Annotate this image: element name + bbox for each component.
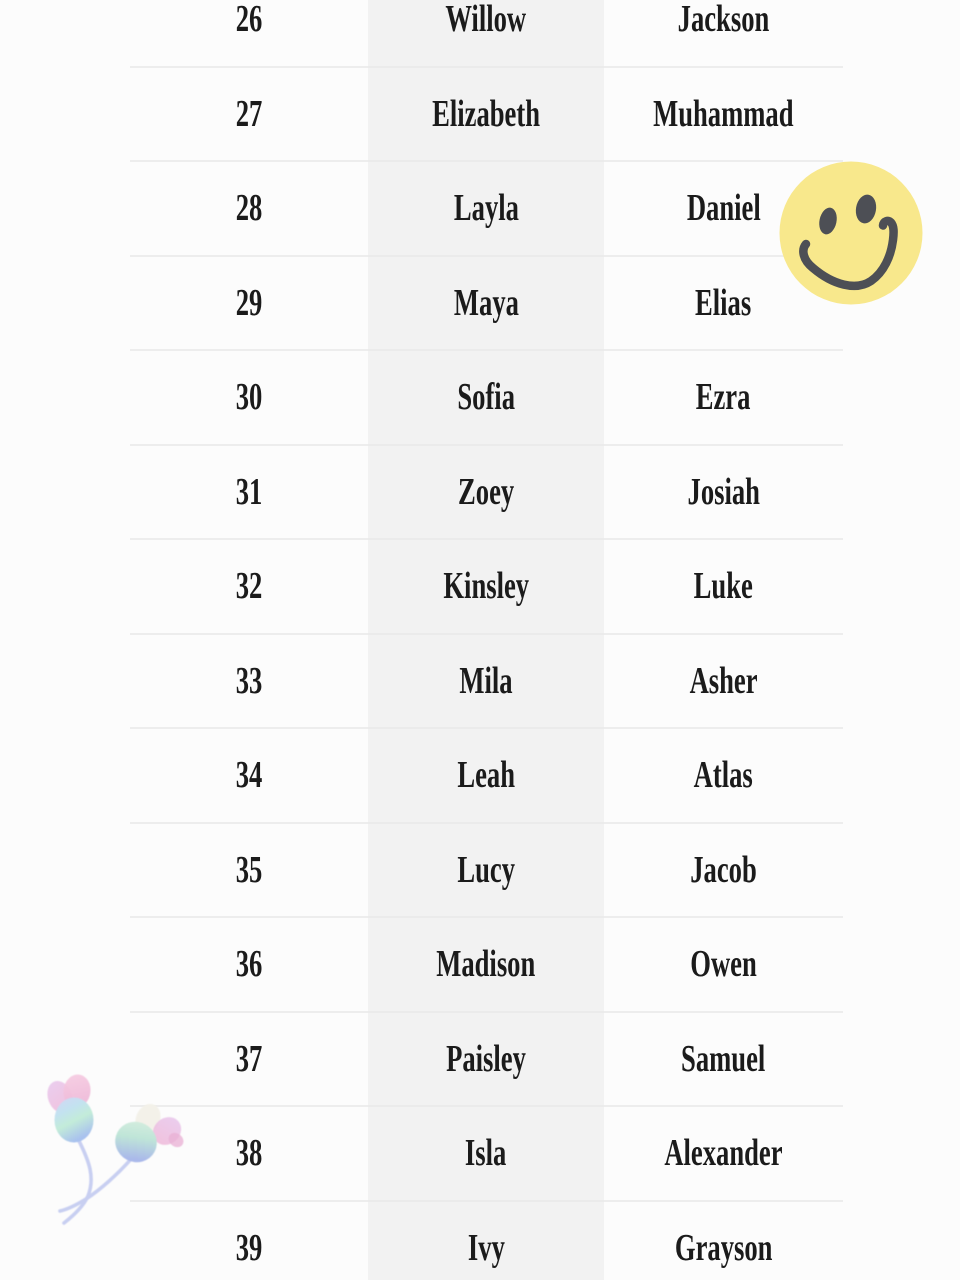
girl-name: Elizabeth xyxy=(432,92,540,135)
boy-name: Jacob xyxy=(690,848,757,891)
rank-cell xyxy=(130,729,368,824)
girl-name-cell xyxy=(368,1107,604,1202)
girl-name: Leah xyxy=(457,754,515,797)
table-row xyxy=(130,1202,843,1280)
girl-name: Lucy xyxy=(457,848,515,891)
rank-cell xyxy=(130,540,368,635)
table-row xyxy=(130,0,843,68)
rank-cell xyxy=(130,257,368,352)
boy-name: Daniel xyxy=(686,187,761,230)
boy-name-cell xyxy=(604,729,843,824)
girl-name-cell xyxy=(368,824,604,919)
rank-value: 31 xyxy=(235,470,263,513)
girl-name: Zoey xyxy=(457,470,515,513)
boy-name-cell xyxy=(604,351,843,446)
girl-name: Layla xyxy=(453,187,519,230)
table-row xyxy=(130,446,843,541)
boy-name: Atlas xyxy=(693,754,754,797)
rank-cell xyxy=(130,824,368,919)
girl-name: Paisley xyxy=(446,1037,526,1080)
rank-value: 39 xyxy=(235,1226,263,1269)
rank-value: 30 xyxy=(235,376,263,419)
table-row xyxy=(130,1107,843,1202)
girl-name-cell xyxy=(368,1013,604,1108)
rank-value: 29 xyxy=(235,281,263,324)
girl-name-cell xyxy=(368,68,604,163)
girl-name: Maya xyxy=(453,281,519,324)
girl-name: Madison xyxy=(436,943,536,986)
girl-name: Ivy xyxy=(467,1226,505,1269)
rank-value: 35 xyxy=(235,848,263,891)
boy-name-cell xyxy=(604,68,843,163)
boy-name: Elias xyxy=(695,281,752,324)
rank-value: 37 xyxy=(235,1037,263,1080)
girl-name-cell xyxy=(368,729,604,824)
boy-name-cell xyxy=(604,824,843,919)
boy-name: Jackson xyxy=(677,0,770,41)
rank-value: 32 xyxy=(235,565,263,608)
rank-cell xyxy=(130,635,368,730)
rank-value: 28 xyxy=(235,187,263,230)
girl-name-cell xyxy=(368,257,604,352)
boy-name-cell xyxy=(604,446,843,541)
right-tulip xyxy=(108,1100,187,1169)
girl-name-cell xyxy=(368,1202,604,1280)
boy-name-cell xyxy=(604,1013,843,1108)
rank-value: 27 xyxy=(235,92,263,135)
table-row xyxy=(130,257,843,352)
rank-cell xyxy=(130,0,368,68)
boy-name: Muhammad xyxy=(653,92,794,135)
left-tulip xyxy=(43,1073,93,1143)
rank-value: 26 xyxy=(235,0,263,41)
rank-value: 34 xyxy=(235,754,263,797)
table-row xyxy=(130,540,843,635)
girl-name: Isla xyxy=(465,1132,507,1175)
boy-name-cell xyxy=(604,1202,843,1280)
girl-name-cell xyxy=(368,918,604,1013)
girl-name: Mila xyxy=(459,659,513,702)
boy-name-cell xyxy=(604,635,843,730)
boy-name-cell xyxy=(604,0,843,68)
rank-value: 33 xyxy=(235,659,263,702)
rank-cell xyxy=(130,351,368,446)
table-row xyxy=(130,1013,843,1108)
smiley-face-icon xyxy=(775,155,935,315)
names-table xyxy=(130,0,843,1280)
rank-cell xyxy=(130,162,368,257)
girl-name-cell xyxy=(368,351,604,446)
boy-name-cell xyxy=(604,918,843,1013)
table-row xyxy=(130,729,843,824)
boy-name: Asher xyxy=(689,659,758,702)
girl-name: Willow xyxy=(445,0,527,41)
boy-name: Samuel xyxy=(681,1037,766,1080)
boy-name: Alexander xyxy=(664,1132,783,1175)
table-row xyxy=(130,162,843,257)
table-row xyxy=(130,824,843,919)
boy-name: Grayson xyxy=(674,1226,773,1269)
boy-name: Josiah xyxy=(687,470,760,513)
boy-name: Luke xyxy=(693,565,754,608)
rank-cell xyxy=(130,918,368,1013)
table-row xyxy=(130,351,843,446)
girl-name-cell xyxy=(368,0,604,68)
girl-name-cell xyxy=(368,635,604,730)
rank-cell xyxy=(130,446,368,541)
girl-name: Kinsley xyxy=(443,565,529,608)
table-row xyxy=(130,635,843,730)
rank-cell xyxy=(130,68,368,163)
girl-name-cell xyxy=(368,540,604,635)
tulip-flowers-icon xyxy=(30,1060,200,1240)
girl-name-cell xyxy=(368,162,604,257)
table-row xyxy=(130,68,843,163)
rank-value: 38 xyxy=(235,1132,263,1175)
boy-name-cell xyxy=(604,1107,843,1202)
boy-name: Owen xyxy=(690,943,757,986)
table-row xyxy=(130,918,843,1013)
boy-name: Ezra xyxy=(696,376,751,419)
girl-name: Sofia xyxy=(457,376,515,419)
girl-name-cell xyxy=(368,446,604,541)
rank-value: 36 xyxy=(235,943,263,986)
boy-name-cell xyxy=(604,540,843,635)
